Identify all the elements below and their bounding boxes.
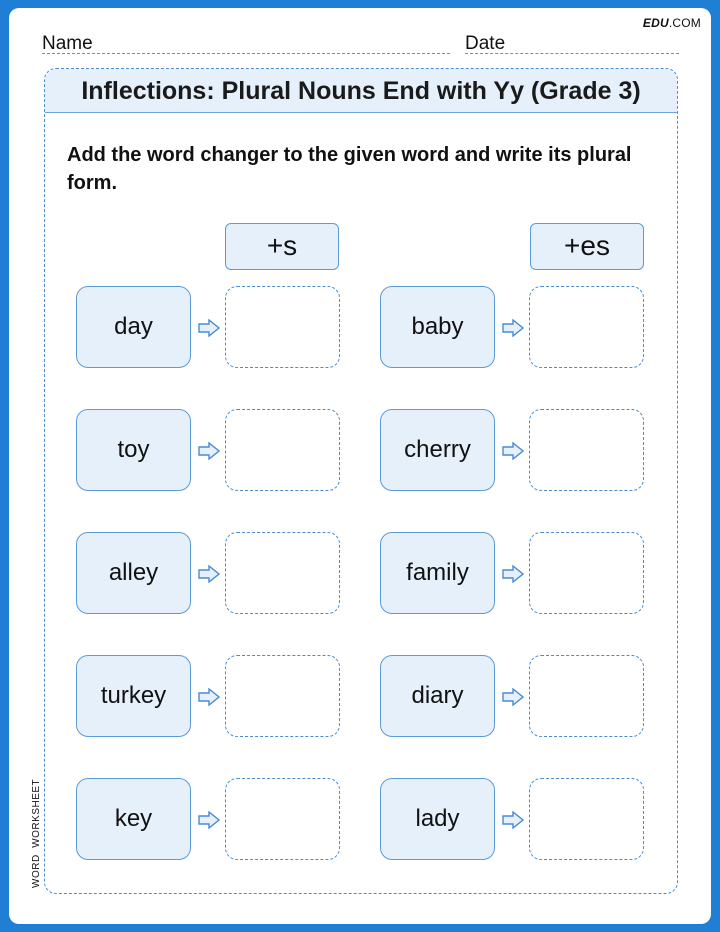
- word-box: alley: [76, 532, 191, 614]
- word-box: day: [76, 286, 191, 368]
- right-arrow-icon: [198, 811, 220, 829]
- right-arrow-icon: [502, 811, 524, 829]
- answer-box[interactable]: [225, 409, 340, 491]
- word-box: toy: [76, 409, 191, 491]
- exercise-panel: [44, 68, 678, 894]
- answer-box[interactable]: [225, 286, 340, 368]
- date-label: Date: [465, 33, 506, 54]
- right-arrow-icon: [502, 319, 524, 337]
- worksheet-title: Inflections: Plural Nouns End with Yy (Grade 3): [45, 69, 677, 113]
- right-arrow-icon: [502, 688, 524, 706]
- right-arrow-icon: [198, 319, 220, 337]
- right-arrow-icon: [502, 565, 524, 583]
- word-box: key: [76, 778, 191, 860]
- name-field[interactable]: [42, 34, 450, 54]
- word-changer-plus-es: +es: [530, 223, 644, 270]
- answer-box[interactable]: [529, 532, 644, 614]
- brand-logo: EDU.COM: [642, 16, 701, 30]
- answer-box[interactable]: [225, 778, 340, 860]
- answer-box[interactable]: [529, 286, 644, 368]
- worksheet-page: [9, 8, 711, 924]
- answer-box[interactable]: [529, 409, 644, 491]
- word-box: family: [380, 532, 495, 614]
- date-field[interactable]: [465, 34, 679, 54]
- answer-box[interactable]: [529, 778, 644, 860]
- right-arrow-icon: [198, 688, 220, 706]
- word-box: cherry: [380, 409, 495, 491]
- word-box: diary: [380, 655, 495, 737]
- word-box: baby: [380, 286, 495, 368]
- right-arrow-icon: [198, 565, 220, 583]
- right-arrow-icon: [198, 442, 220, 460]
- answer-box[interactable]: [529, 655, 644, 737]
- instructions: Add the word changer to the given word and write its plural form.: [67, 144, 632, 194]
- right-arrow-icon: [502, 442, 524, 460]
- word-box: lady: [380, 778, 495, 860]
- word-box: turkey: [76, 655, 191, 737]
- name-label: Name: [42, 33, 93, 54]
- side-label: WORD WORKSHEET: [31, 778, 42, 888]
- answer-box[interactable]: [225, 655, 340, 737]
- word-changer-plus-s: +s: [225, 223, 339, 270]
- answer-box[interactable]: [225, 532, 340, 614]
